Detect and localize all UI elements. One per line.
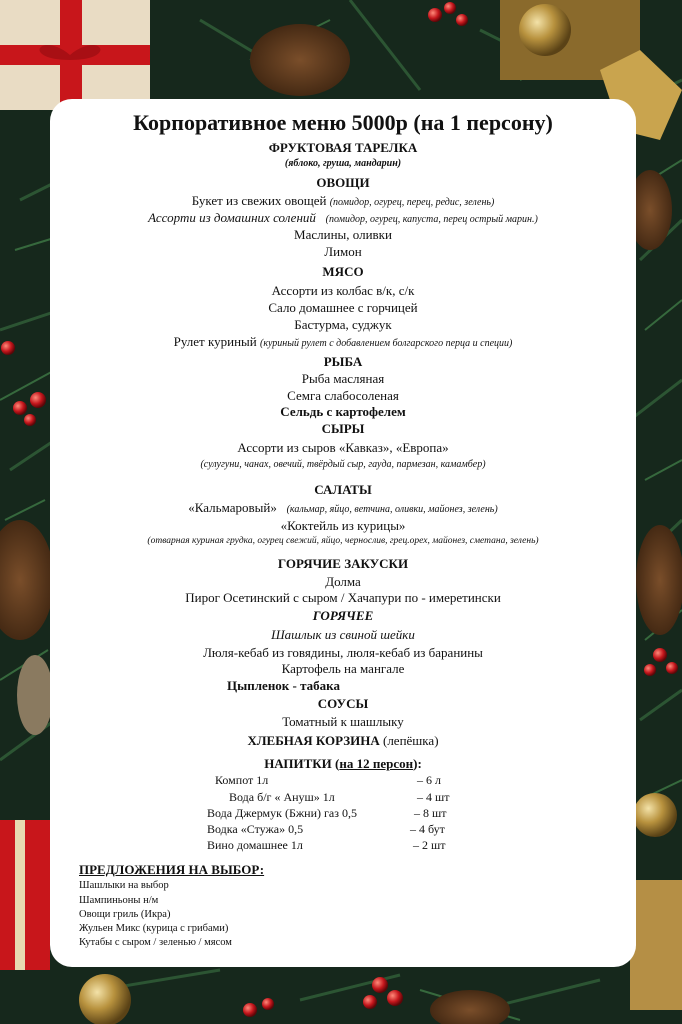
meat-item-4-name: Рулет куриный — [173, 334, 257, 349]
vegetables-item-2 — [50, 210, 636, 226]
meat-item-3: Бастурма, суджук — [294, 317, 392, 332]
hot-snacks-item-2: Пирог Осетинский с сыром / Хачапури по - имеретински — [185, 590, 501, 605]
salads-item-2: «Коктейль из курицы» — [280, 518, 406, 533]
bread-note: (лепёшка) — [382, 733, 439, 748]
meat-item-4 — [50, 334, 636, 350]
drink-3-name: Вода Джермук (Бжни) газ 0,5 — [207, 806, 357, 820]
cheese-heading: СЫРЫ — [321, 421, 365, 436]
meat-heading: МЯСО — [322, 264, 364, 279]
offer-item-2: Шампиньоны н/м — [79, 895, 159, 906]
offer-item-5: Кутабы с сыром / зеленью / мясом — [79, 937, 232, 948]
drinks-heading-persons: на 12 персон — [339, 756, 414, 771]
drink-2-name: Вода б/г « Ануш» 1л — [229, 790, 335, 804]
bread-basket — [50, 733, 636, 749]
meat-item-1: Ассорти из колбас в/к, с/к — [271, 283, 415, 298]
salads-item-1-name: «Кальмаровый» — [188, 500, 277, 515]
offers-heading: ПРЕДЛОЖЕНИЯ НА ВЫБОР: — [79, 862, 265, 877]
sauces-heading: СОУСЫ — [317, 696, 369, 711]
drink-2-qty: – 4 шт — [417, 790, 450, 804]
meat-item-2: Сало домашнее с горчицей — [268, 300, 418, 315]
hot-item-1: Шашлык из свиной шейки — [271, 627, 415, 642]
drink-5-qty: – 2 шт — [413, 838, 446, 852]
bread-label: ХЛЕБНАЯ КОРЗИНА — [247, 733, 380, 748]
vegetables-item-4: Лимон — [324, 244, 362, 259]
hot-item-2: Люля-кебаб из говядины, люля-кебаб из баранины — [203, 645, 483, 660]
fish-item-3: Сельдь с картофелем — [280, 404, 406, 419]
fish-heading: РЫБА — [323, 354, 363, 369]
drink-5-name: Вино домашнее 1л — [207, 838, 303, 852]
drink-1-name: Компот 1л — [215, 773, 269, 787]
hot-snacks-heading: ГОРЯЧИЕ ЗАКУСКИ — [277, 556, 409, 571]
offer-item-1: Шашлыки на выбор — [79, 880, 169, 891]
drinks-heading — [50, 756, 636, 772]
drink-3-qty: – 8 шт — [414, 806, 447, 820]
vegetables-item-2-name: Ассорти из домашних солений — [148, 210, 316, 225]
meat-item-4-note: (куриный рулет с добавлением болгарского перца и специи) — [259, 338, 513, 349]
fruit-note: (яблоко, груша, мандарин) — [284, 158, 402, 169]
menu-title: Корпоративное меню 5000р (на 1 персону) — [133, 110, 553, 135]
drink-4-qty: – 4 бут — [410, 822, 445, 836]
vegetables-item-2-note: (помидор, огурец, капуста, перец острый марин.) — [325, 214, 538, 225]
drinks-heading-post: ): — [413, 756, 422, 771]
salads-item-1 — [50, 500, 636, 516]
fish-item-1: Рыба масляная — [301, 371, 385, 386]
salads-item-1-note: (кальмар, яйцо, ветчина, оливки, майонез, зелень) — [286, 504, 498, 515]
vegetables-item-1-name: Букет из свежих овощей — [191, 193, 327, 208]
drinks-heading-pre: НАПИТКИ ( — [264, 756, 340, 771]
hot-heading: ГОРЯЧЕЕ — [312, 608, 374, 623]
vegetables-item-1-note: (помидор, огурец, перец, редис, зелень) — [329, 197, 495, 208]
salads-heading: САЛАТЫ — [314, 482, 372, 497]
salads-item-2-note: (отварная куриная грудка, огурец свежий, яйцо, чернослив, грец.орех, майонез, сметана, зелень) — [147, 536, 539, 546]
sauces-item-1: Томатный к шашлыку — [282, 714, 404, 729]
drink-4-name: Водка «Стужа» 0,5 — [207, 822, 304, 836]
cheese-note: (сулугуни, чанах, овечий, твёрдый сыр, гауда, пармезан, камамбер) — [200, 459, 486, 470]
offer-item-3: Овощи гриль (Икра) — [79, 909, 171, 920]
drink-1-qty: – 6 л — [417, 773, 441, 787]
hot-item-4: Цыпленок - табака — [227, 678, 340, 693]
cheese-item-1: Ассорти из сыров «Кавказ», «Европа» — [237, 440, 449, 455]
fish-item-2: Семга слабосоленая — [287, 388, 399, 403]
vegetables-heading: ОВОЩИ — [316, 175, 370, 190]
vegetables-item-1 — [50, 193, 636, 209]
hot-snacks-item-1: Долма — [325, 574, 361, 589]
fruit-heading: ФРУКТОВАЯ ТАРЕЛКА — [268, 140, 418, 155]
vegetables-item-3: Маслины, оливки — [294, 227, 392, 242]
offer-item-4: Жульен Микс (курица с грибами) — [79, 923, 229, 934]
hot-item-3: Картофель на мангале — [281, 661, 405, 676]
